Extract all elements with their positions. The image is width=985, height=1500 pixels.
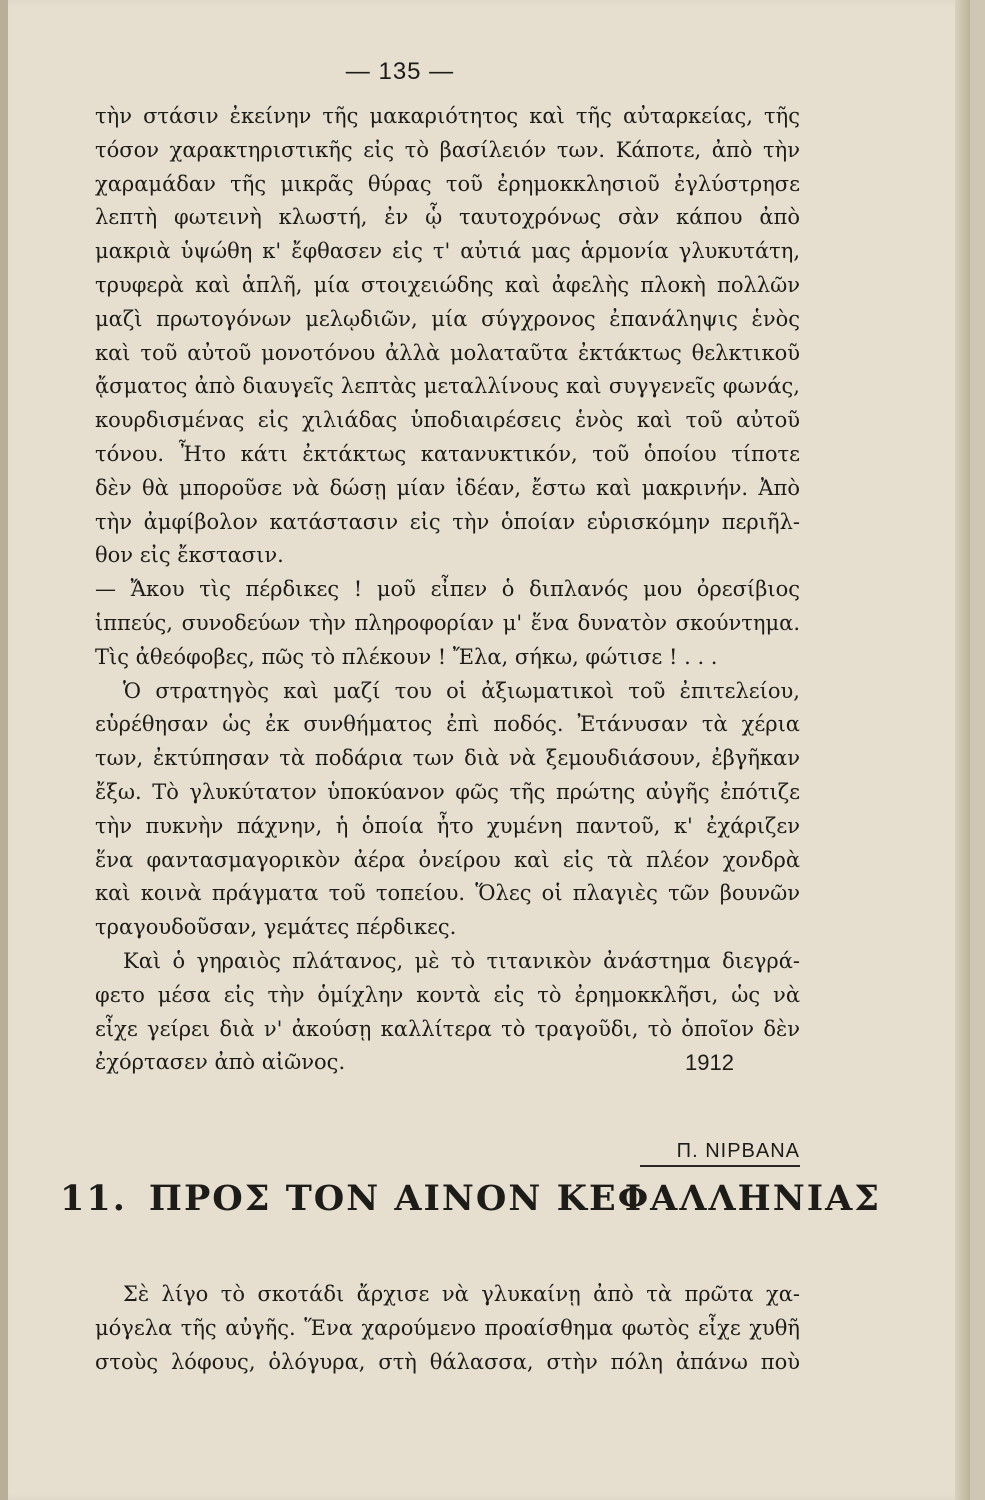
- text-line: τόνου. Ἦτο κάτι ἐκτάκτως κατανυκτικόν, τοῦ ὁποίου τίποτε: [95, 441, 800, 466]
- section-title: ΠΡΟΣ ΤΟΝ ΑΙΝΟΝ ΚΕΦΑΛΛΗΝΙΑΣ: [148, 1178, 881, 1219]
- year-date: 1912: [685, 1050, 734, 1075]
- text-line: θον εἰς ἔκστασιν.: [95, 543, 284, 568]
- text-line: ἔξω. Τὸ γλυκύτατον ὑποκύανον φῶς τῆς πρώτης αὐγῆς ἐπότιζε: [95, 779, 800, 804]
- text-line: τὴν στάσιν ἐκείνην τῆς μακαριότητος καὶ τῆς αὐταρκείας, τῆς: [95, 104, 800, 128]
- body-text: [95, 100, 800, 1080]
- text-line: — Ἄκου τὶς πέρδικες ! μοῦ εἶπεν ὁ διπλανός μου ὀρεσίβιος: [95, 577, 800, 602]
- page-left-edge: [0, 0, 8, 1500]
- text-line: μακριὰ ὑψώθη κ' ἔφθασεν εἰς τ' αὐτιά μας ἁρμονία γλυκυτάτη,: [95, 239, 800, 264]
- text-line: καὶ τοῦ αὐτοῦ μονοτόνου ἀλλὰ μολαταῦτα ἐκτάκτως θελκτικοῦ: [95, 340, 800, 365]
- text-line: Ὁ στρατηγὸς καὶ μαζί του οἱ ἀξιωματικοὶ τοῦ ἐπιτελείου,: [123, 678, 800, 703]
- page-number: — 135 —: [345, 58, 455, 85]
- text-line: τὴν ἀμφίβολον κατάστασιν εἰς τὴν ὁποίαν εὑρισκόμην περιῆλ-: [95, 509, 800, 534]
- page-right-edge: [955, 0, 970, 1500]
- section-heading: [60, 1178, 881, 1219]
- text-line: Τὶς ἀθεόφοβες, πῶς τὸ πλέκουν ! Ἔλα, σήκω, φώτισε ! . . .: [95, 644, 718, 669]
- text-line: εἶχε γείρει διὰ ν' ἀκούσῃ καλλίτερα τὸ τραγοῦδι, τὸ ὁποῖον δὲν: [95, 1016, 800, 1041]
- text-line: Καὶ ὁ γηραιὸς πλάτανος, μὲ τὸ τιτανικὸν ἀνάστημα διεγρά-: [123, 948, 800, 973]
- author-name: Π. ΝΙΡΒΑΝΑ: [640, 1140, 800, 1167]
- text-line: τόσον χαρακτηριστικῆς εἰς τὸ βασίλειόν των. Κάποτε, ἀπὸ τὴν: [95, 137, 800, 162]
- text-line: ἐχόρτασεν ἀπὸ αἰῶνος.: [95, 1050, 346, 1075]
- text-line: στοὺς λόφους, ὁλόγυρα, στὴ θάλασσα, στὴν πόλη ἀπάνω ποὺ: [95, 1349, 800, 1374]
- text-line: τὴν πυκνὴν πάχνην, ἡ ὁποία ἦτο χυμένη παντοῦ, κ' ἐχάριζεν: [95, 813, 800, 838]
- text-line: τρυφερὰ καὶ ἁπλῆ, μία στοιχειώδης καὶ ἀφελὴς πλοκὴ πολλῶν: [95, 272, 800, 297]
- text-line: τραγουδοῦσαν, γεμάτες πέρδικες.: [95, 915, 457, 940]
- text-line: ᾄσματος ἀπὸ διαυγεῖς λεπτὰς μεταλλίνους καὶ συγγενεῖς φωνάς,: [95, 374, 800, 399]
- text-line: Σὲ λίγο τὸ σκοτάδι ἄρχισε νὰ γλυκαίνῃ ἀπὸ τὰ πρῶτα χα-: [123, 1282, 800, 1306]
- text-line: των, ἐκτύπησαν τὰ ποδάρια των διὰ νὰ ξεμουδιάσουν, ἐβγῆκαν: [95, 746, 800, 771]
- text-line: κουρδισμένας εἰς χιλιάδας ὑποδιαιρέσεις ἑνὸς καὶ τοῦ αὐτοῦ: [95, 408, 800, 433]
- text-line: μαζὶ πρωτογόνων μελῳδιῶν, μία σύγχρονος ἐπανάληψις ἑνὸς: [95, 306, 800, 331]
- text-line: ἱππεύς, συνοδεύων τὴν πληροφορίαν μ' ἕνα δυνατὸν σκούντημα.: [95, 610, 800, 635]
- section-number: 11.: [60, 1178, 127, 1219]
- text-line: καὶ κοινὰ πράγματα τοῦ τοπείου. Ὅλες οἱ πλαγιὲς τῶν βουνῶν: [95, 881, 800, 906]
- text-line: φετο μέσα εἰς τὴν ὁμίχλην κοντὰ εἰς τὸ ἐρημοκκλῆσι, ὡς νὰ: [95, 982, 800, 1007]
- text-line: δὲν θὰ μποροῦσε νὰ δώσῃ μίαν ἰδέαν, ἔστω καὶ μακρινήν. Ἀπὸ: [95, 475, 800, 500]
- text-line: εὑρέθησαν ὡς ἐκ συνθήματος ἐπὶ ποδός. Ἐτάνυσαν τὰ χέρια: [95, 712, 800, 737]
- text-line: λεπτὴ φωτεινὴ κλωστή, ἐν ᾧ ταυτοχρόνως σὰν κάπου ἀπὸ: [95, 205, 800, 230]
- text-line: ἕνα φαντασμαγορικὸν ἀέρα ὀνείρου καὶ εἰς τὰ πλέον χονδρὰ: [95, 847, 800, 872]
- section-text: [95, 1278, 800, 1379]
- text-line: χαραμάδαν τῆς μικρᾶς θύρας τοῦ ἐρημοκκλησιοῦ ἐγλύστρησε: [95, 171, 800, 196]
- text-line: μόγελα τῆς αὐγῆς. Ἕνα χαρούμενο προαίσθημα φωτὸς εἶχε χυθῆ: [95, 1315, 800, 1340]
